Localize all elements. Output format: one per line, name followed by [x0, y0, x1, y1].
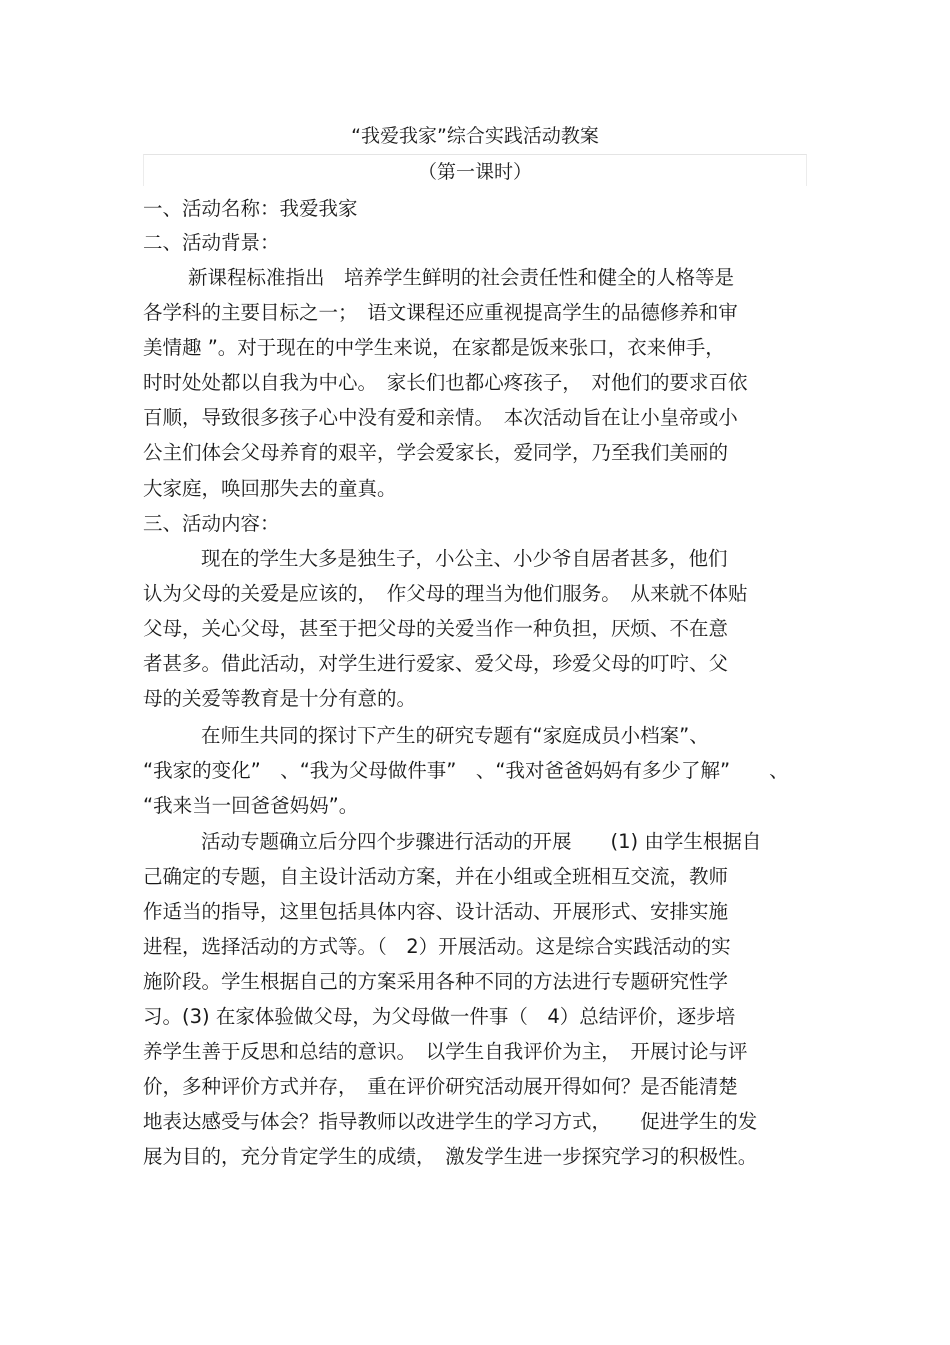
- paragraph-line: 地表达感受与体会？指导教师以改进学生的学习方式， 促进学生的发: [143, 1110, 758, 1133]
- paragraph-line: 认为父母的关爱是应该的， 作父母的理当为他们服务。 从来就不体贴: [143, 582, 748, 605]
- paragraph-line: 母的关爱等教育是十分有意的。: [143, 687, 417, 710]
- paragraph-line: 价，多种评价方式并存， 重在评价研究活动展开得如何？是否能清楚: [143, 1075, 738, 1098]
- paragraph-line: 展为目的，充分肯定学生的成绩， 激发学生进一步探究学习的积极性。: [143, 1145, 758, 1168]
- paragraph-line: 施阶段。学生根据自己的方案采用各种不同的方法进行专题研究性学: [143, 970, 729, 993]
- paragraph-line: 作适当的指导，这里包括具体内容、设计活动、开展形式、安排实施: [143, 900, 729, 923]
- document-subtitle: （第一课时）: [417, 161, 532, 183]
- paragraph-line: 各学科的主要目标之一； 语文课程还应重视提高学生的品德修养和审: [143, 301, 738, 324]
- paragraph-line: 百顺，导致很多孩子心中没有爱和亲情。 本次活动旨在让小皇帝或小: [143, 406, 738, 429]
- paragraph-line: 习。(3) 在家体验做父母，为父母做一件事（ 4）总结评价，逐步培: [143, 1005, 736, 1028]
- document-title: “我爱我家”综合实践活动教案: [351, 125, 599, 147]
- section-heading-background: 二、活动背景：: [143, 231, 280, 254]
- paragraph-line: 在师生共同的探讨下产生的研究专题有“家庭成员小档案”、: [201, 724, 709, 747]
- paragraph-line: 父母，关心父母，甚至于把父母的关爱当作一种负担，厌烦、不在意: [143, 617, 729, 640]
- paragraph-line: 己确定的专题，自主设计活动方案，并在小组或全班相互交流，教师: [143, 865, 729, 888]
- paragraph-line: 大家庭，唤回那失去的童真。: [143, 477, 397, 500]
- paragraph-line: “我家的变化” 、“我为父母做件事” 、“我对爸爸妈妈有多少了解” 、: [143, 759, 789, 782]
- section-heading-name: 一、活动名称：我爱我家: [143, 197, 358, 220]
- paragraph-line: 时时处处都以自我为中心。 家长们也都心疼孩子， 对他们的要求百依: [143, 371, 748, 394]
- paragraph-line: 新课程标准指出 培养学生鲜明的社会责任性和健全的人格等是: [188, 266, 735, 289]
- paragraph-line: 者甚多。借此活动，对学生进行爱家、爱父母，珍爱父母的叮咛、父: [143, 652, 729, 675]
- paragraph-line: 现在的学生大多是独生子，小公主、小少爷自居者甚多，他们: [201, 547, 728, 570]
- paragraph-line: 活动专题确立后分四个步骤进行活动的开展 (1) 由学生根据自: [201, 830, 762, 853]
- paragraph-line: 养学生善于反思和总结的意识。 以学生自我评价为主， 开展讨论与评: [143, 1040, 748, 1063]
- paragraph-line: “我来当一回爸爸妈妈”。: [143, 794, 359, 817]
- paragraph-line: 公主们体会父母养育的艰辛，学会爱家长，爱同学，乃至我们美丽的: [143, 441, 729, 464]
- section-heading-content: 三、活动内容：: [143, 512, 280, 535]
- paragraph-line: 美情趣 ”。对于现在的中学生来说，在家都是饭来张口，衣来伸手，: [143, 336, 725, 359]
- paragraph-line: 进程，选择活动的方式等。（ 2）开展活动。这是综合实践活动的实: [143, 935, 731, 958]
